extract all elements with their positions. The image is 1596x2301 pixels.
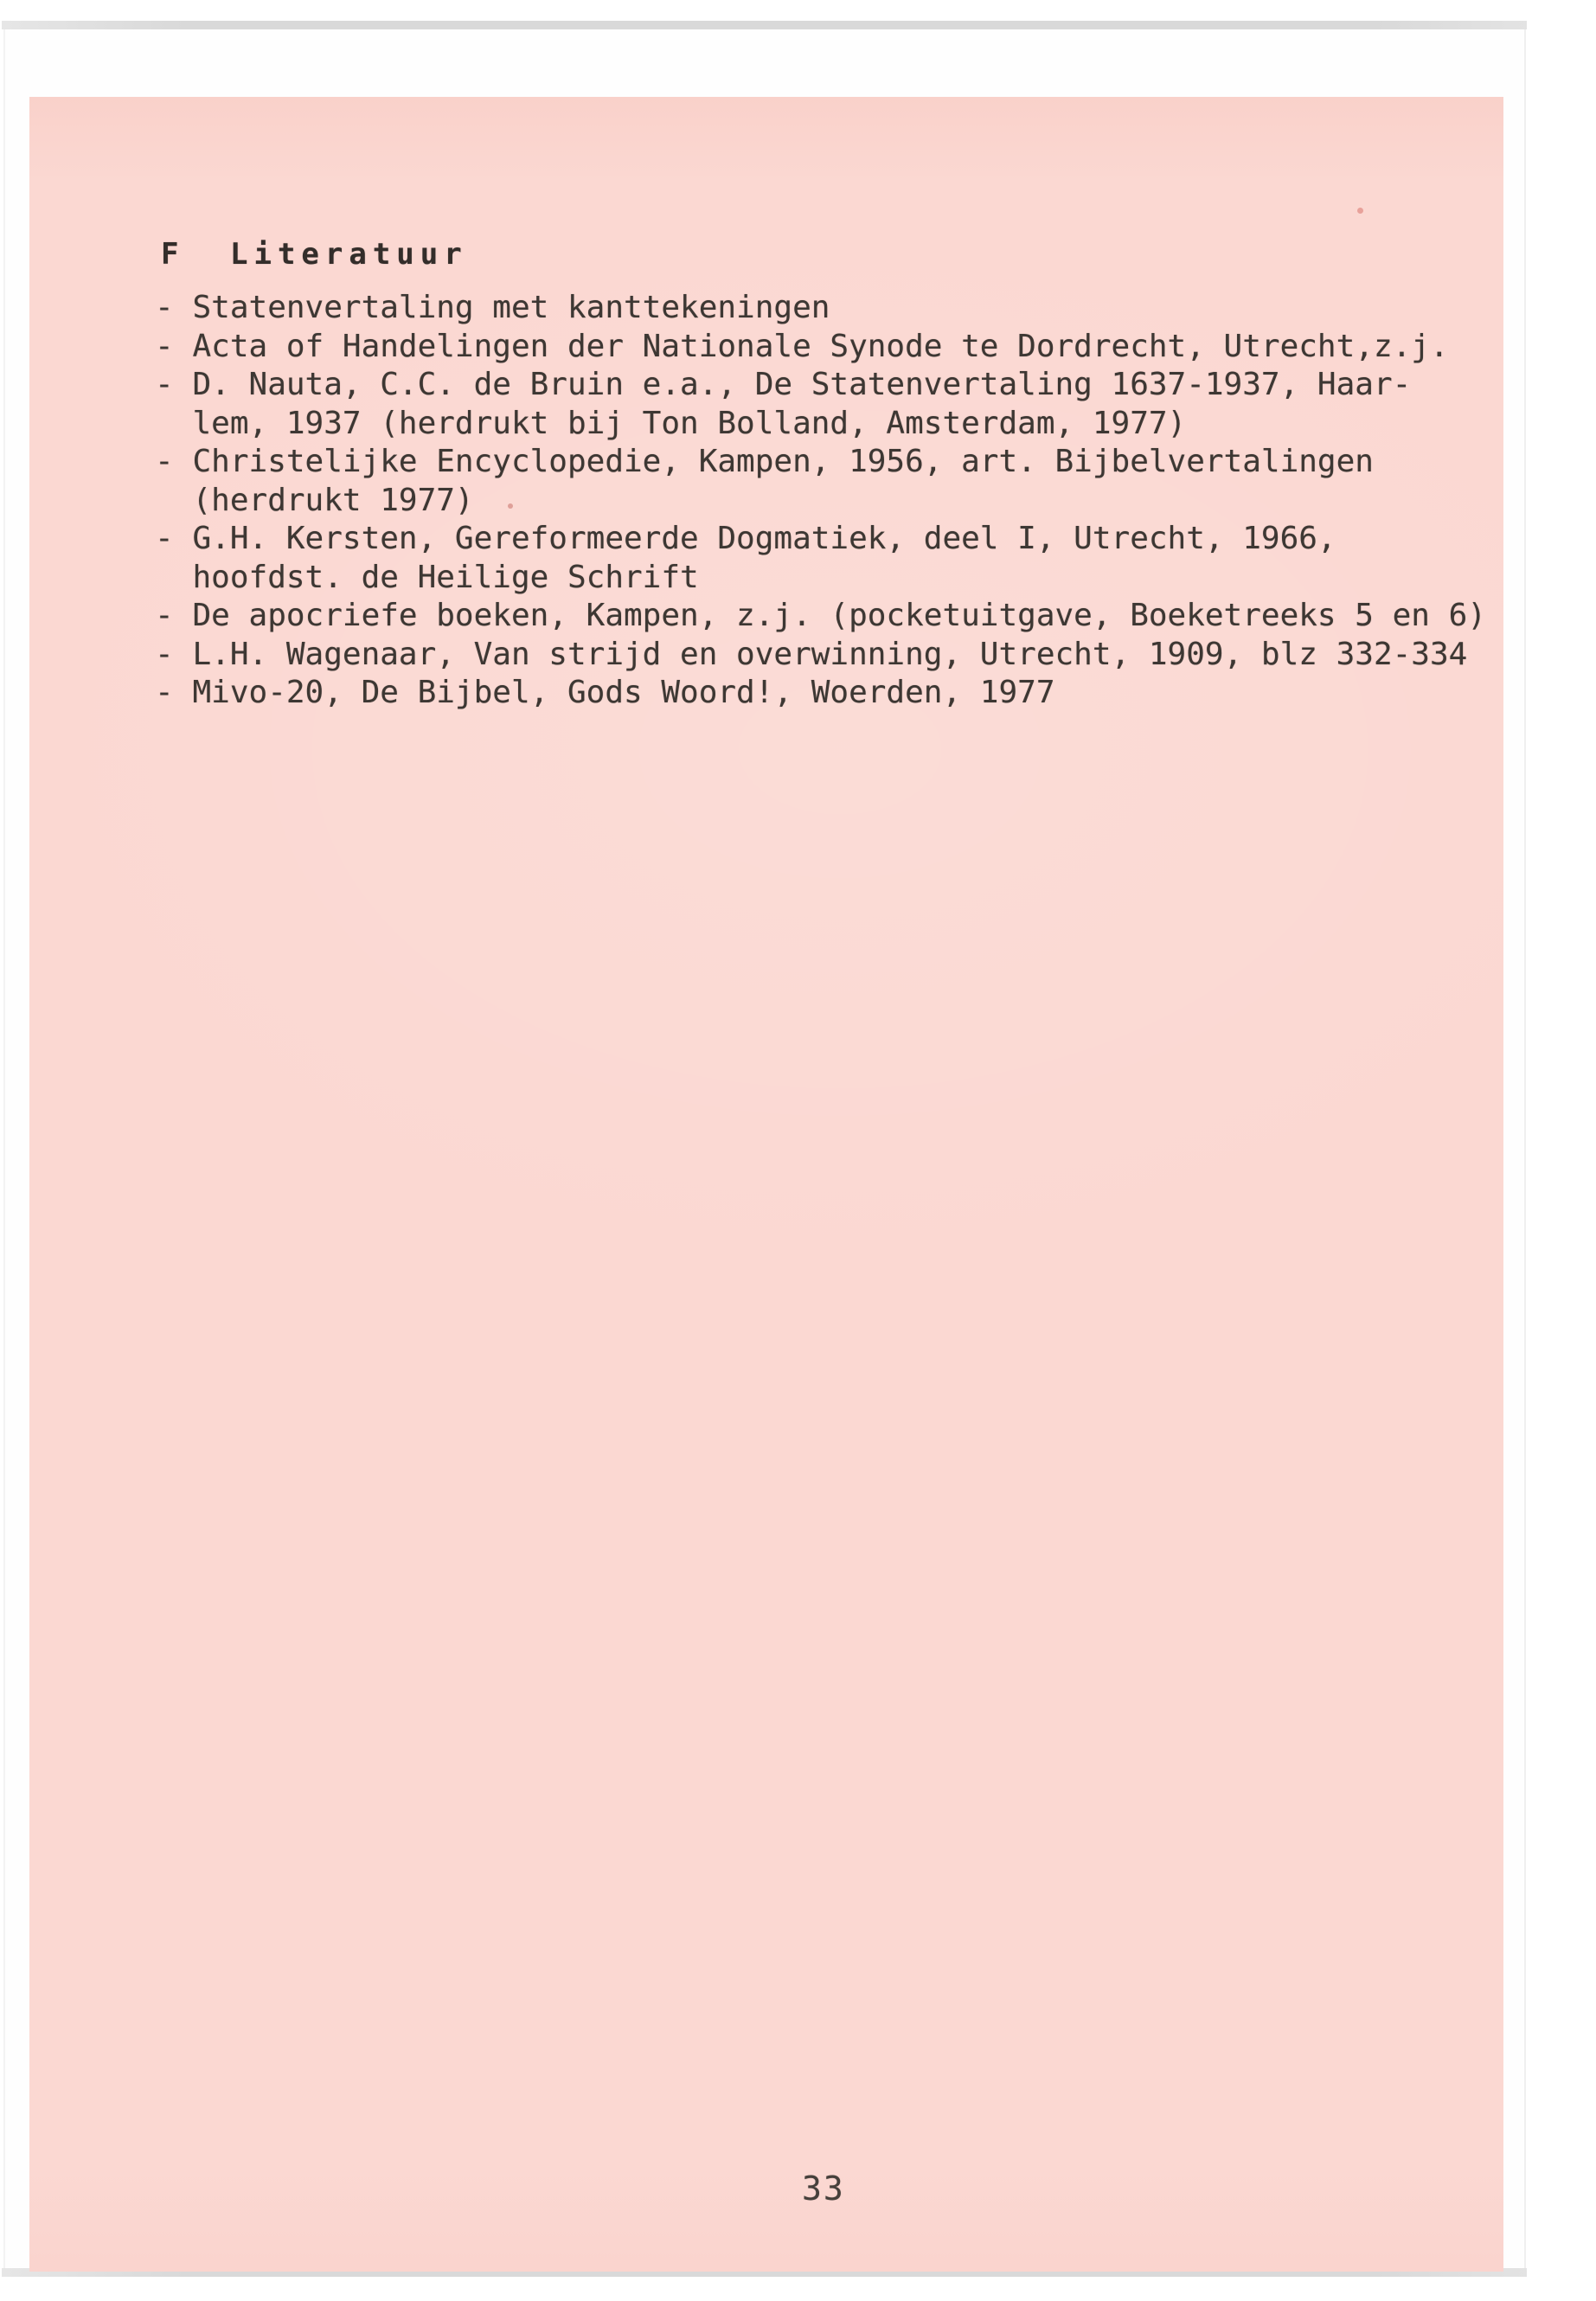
section-letter: F <box>161 237 185 272</box>
scan-speck <box>1357 208 1363 214</box>
list-item-marker: - <box>155 328 174 364</box>
list-item <box>155 328 1486 367</box>
page-number: 33 <box>802 2170 845 2208</box>
list-item-text: L.H. Wagenaar, Van strijd en overwinning, Utrecht, 1909, blz 332-334 <box>192 636 1468 672</box>
list-item-marker: - <box>155 444 174 479</box>
list-item-text: Acta of Handelingen der Nationale Synode te Dordrecht, Utrecht,z.j. <box>192 328 1449 364</box>
pink-paper-sheet <box>29 97 1503 2272</box>
list-item-text: hoofdst. de Heilige Schrift <box>192 559 699 595</box>
list-item <box>155 520 1486 559</box>
list-item-continuation <box>155 559 1486 598</box>
list-item-text: Mivo-20, De Bijbel, Gods Woord!, Woerden, 1977 <box>192 675 1055 710</box>
section-title: Literatuur <box>230 237 468 272</box>
list-item <box>155 674 1486 713</box>
list-item <box>155 366 1486 405</box>
list-item-text: G.H. Kersten, Gereformeerde Dogmatiek, deel I, Utrecht, 1966, <box>192 521 1336 556</box>
list-item-marker: - <box>155 675 174 710</box>
list-item-marker: - <box>155 521 174 556</box>
list-item-marker: - <box>155 367 174 402</box>
list-item-text: lem, 1937 (herdrukt bij Ton Bolland, Amsterdam, 1977) <box>192 405 1187 441</box>
list-item-continuation <box>155 482 1486 521</box>
list-item-marker: - <box>155 636 174 672</box>
list-item-text: D. Nauta, C.C. de Bruin e.a., De Statenvertaling 1637-1937, Haar- <box>192 367 1412 402</box>
page-edge-top <box>2 21 1527 29</box>
list-item-marker <box>155 482 193 521</box>
list-item-marker <box>155 559 193 598</box>
list-item <box>155 443 1486 482</box>
list-item <box>155 636 1486 675</box>
list-item-marker: - <box>155 598 174 633</box>
literature-list <box>155 289 1486 713</box>
list-item <box>155 289 1486 328</box>
scan-speck <box>508 503 513 509</box>
list-item-text: (herdrukt 1977) <box>192 482 474 518</box>
list-item-continuation <box>155 405 1486 444</box>
list-item-marker: - <box>155 290 174 325</box>
book-page <box>3 29 1526 2268</box>
list-item-text: Christelijke Encyclopedie, Kampen, 1956, art. Bijbelvertalingen <box>192 444 1374 479</box>
list-item <box>155 597 1486 636</box>
list-item-text: De apocriefe boeken, Kampen, z.j. (pocketuitgave, Boeketreeks 5 en 6) <box>192 598 1486 633</box>
list-item-marker <box>155 405 193 444</box>
list-item-text: Statenvertaling met kanttekeningen <box>192 290 830 325</box>
